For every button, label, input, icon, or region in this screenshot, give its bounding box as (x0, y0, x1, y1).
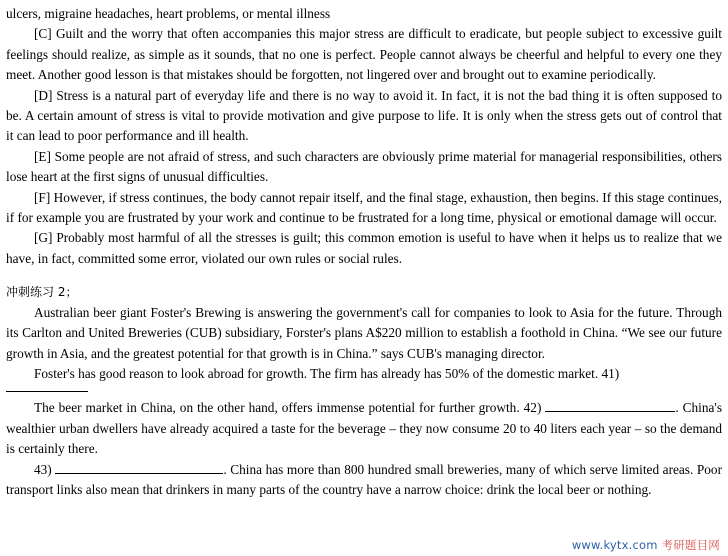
paragraph-e-tag: [E] (34, 148, 51, 164)
blank-number-41: 41) (601, 365, 620, 381)
exercise-paragraph-4-text-after: . China has more than 800 hundred small breweries, many of which serve limited areas. Poor transport links also mean that drinkers in many parts of the country have a narrow choice: drink the local beer or nothing. (6, 461, 723, 497)
exercise-paragraph-4 (6, 460, 722, 501)
exercise-heading: 冲刺练习 2； (6, 285, 78, 300)
paragraph-e (6, 147, 722, 188)
paragraph-d (6, 86, 722, 147)
paragraph-c (6, 24, 722, 85)
paragraph-f-text: However, if stress continues, the body cannot repair itself, and the final stage, exhaustion, then begins. If this stage continues, if for example you are frustrated by your work and continue to be frustrated for a long time, physical or emotional damage will occur. (6, 189, 722, 226)
section-spacer (6, 269, 722, 282)
paragraph-f-tag: [F] (34, 189, 51, 205)
paragraph-c-text: Guilt and the worry that often accompanies this major stress are difficult to eradicate, but people subject to excessive guilt feelings should realize, as simple as it sounds, that no one is perfect. People cannot always be cheerful and helpful to every one they meet. Another good lesson is that mistakes should be forgotten, not lingered over and brought out to examine periodically. (6, 26, 722, 83)
watermark-site: www.kytx.com (571, 538, 658, 552)
exercise-paragraph-2 (6, 364, 722, 384)
paragraph-f (6, 188, 722, 229)
answer-blank-42[interactable] (545, 411, 675, 412)
blank-number-43: 43) (34, 461, 52, 477)
exercise-paragraph-3-text-after: . China's wealthier urban dwellers have already acquired a taste for the beverage – they now consume 20 to 40 liters each year – so the demand is certainly there. (6, 400, 722, 457)
paragraph-g (6, 228, 722, 269)
answer-blank-43[interactable] (55, 473, 223, 474)
paragraph-g-tag: [G] (34, 230, 53, 246)
top-fragment-line: ulcers, migraine headaches, heart problems, or mental illness (6, 6, 331, 21)
blank-number-42: 42) (523, 400, 542, 416)
watermark-suffix: 考研题目网 (661, 538, 720, 552)
exercise-paragraph-3-text-before: The beer market in China, on the other hand, offers immense potential for further growth. (34, 400, 520, 416)
answer-rule-41 (6, 391, 88, 392)
paragraph-d-tag: [D] (34, 87, 53, 103)
paragraph-e-text: Some people are not afraid of stress, and such characters are obviously prime material for managerial responsibilities, others lose heart at the first signs of unusual difficulties. (6, 148, 722, 185)
paragraph-c-tag: [C] (34, 26, 52, 42)
paragraph-d-text: Stress is a natural part of everyday life and there is no way to avoid it. In fact, it is not the bad thing it is often supposed to be. A certain amount of stress is vital to provide motivation and give purpose to life. It is only when the stress gets out of control that it can lead to poor performance and ill health. (6, 87, 723, 144)
paragraph-g-text: Probably most harmful of all the stresses is guilt; this common emotion is useful to have when it helps us to realize that we have, in fact, committed some error, violated our own rules or social rules. (6, 230, 722, 266)
exercise-paragraph-1: Australian beer giant Foster's Brewing is answering the government's call for companies to look to Asia for the future. Through its Carlton and United Breweries (CUB) subsidiary, Forster's plans A$220 million to establish a foothold in China. “We see our future growth in Asia, and the greatest potential for that growth is in China.” says CUB's managing director. (6, 304, 722, 361)
exercise-paragraph-2-text: Foster's has good reason to look abroad for growth. The firm has already has 50% of the domestic market. (34, 365, 599, 381)
watermark (572, 537, 720, 553)
exercise-paragraph-3 (6, 398, 722, 459)
